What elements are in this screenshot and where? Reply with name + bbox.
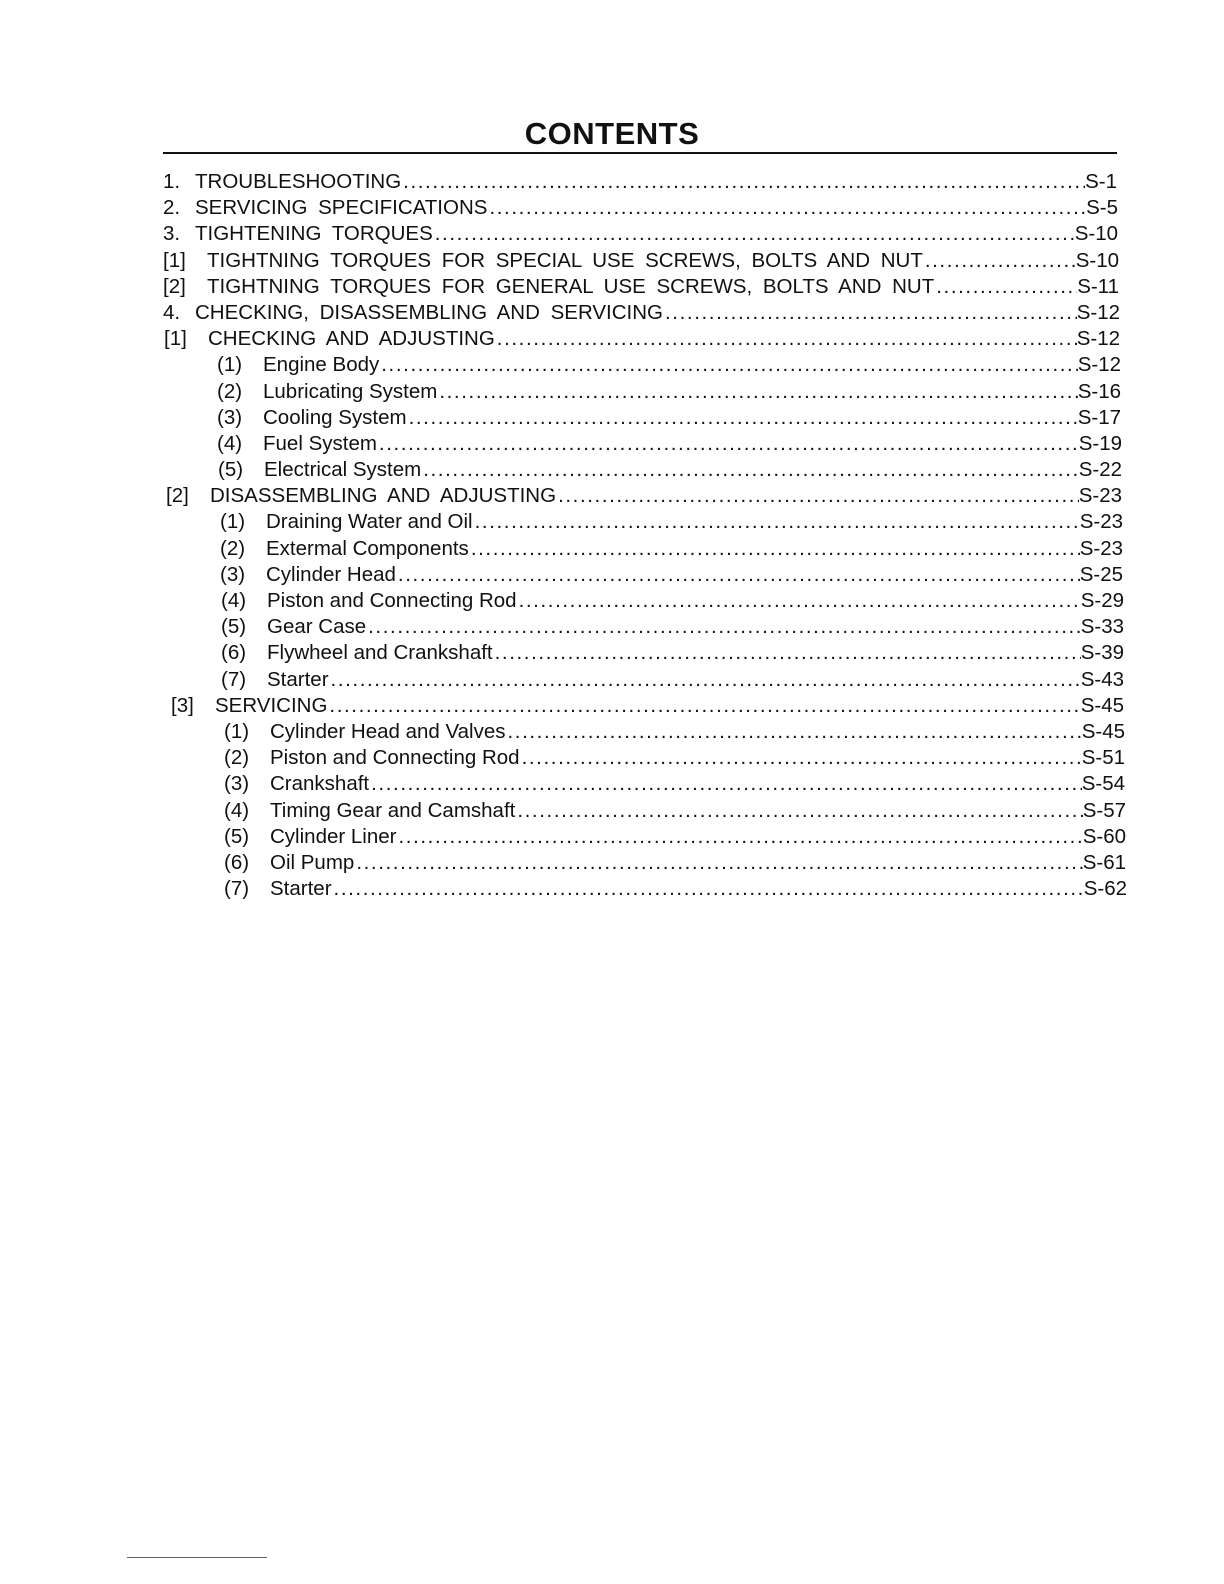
toc-entry-label: TIGHTENING TORQUES [195, 222, 433, 246]
toc-entry-page: S-45 [1081, 719, 1125, 743]
toc-entry-label: Cooling System [263, 405, 407, 429]
toc-entry-label: Engine Body [263, 353, 380, 377]
toc-entry[interactable] [0, 614, 1224, 640]
toc-entry-page: S-12 [1076, 327, 1120, 351]
toc-entry-label: TIGHTNING TORQUES FOR SPECIAL USE SCREWS, BOLTS AND NUT [207, 248, 923, 272]
toc-entry-page: S-62 [1083, 877, 1127, 901]
toc-entry-number: (3) [217, 405, 243, 429]
toc-entry-number: (4) [217, 431, 243, 455]
toc-dot-leader [396, 824, 1082, 850]
toc-dot-leader [401, 169, 1085, 195]
toc-entry-label: Flywheel and Crankshaft [267, 641, 493, 665]
toc-entry[interactable] [0, 771, 1224, 797]
toc-entry-label: CHECKING, DISASSEMBLING AND SERVICING [195, 300, 664, 324]
toc-entry-page: S-33 [1080, 615, 1124, 639]
toc-entry-label: SERVICING SPECIFICATIONS [195, 196, 488, 220]
toc-dot-leader [506, 719, 1082, 745]
toc-dot-leader [379, 352, 1077, 378]
toc-dot-leader [493, 640, 1081, 666]
toc-dot-leader [487, 195, 1086, 221]
toc-entry-label: TROUBLESHOOTING [195, 170, 402, 193]
page-title: CONTENTS [524, 116, 700, 151]
toc-entry-number: (1) [217, 353, 243, 377]
toc-entry-number: [1] [164, 327, 187, 351]
toc-entry-number: (5) [218, 458, 244, 482]
toc-dot-leader [396, 562, 1080, 588]
toc-entry-number: (2) [224, 746, 250, 770]
toc-entry-page: S-43 [1080, 667, 1124, 691]
toc-entry[interactable] [0, 352, 1224, 378]
toc-entry-page: S-54 [1081, 772, 1125, 796]
toc-entry-label: Starter [267, 667, 329, 691]
toc-entry-label: Fuel System [263, 431, 377, 455]
toc-entry-label: Cylinder Head [266, 562, 396, 586]
toc-entry[interactable] [0, 431, 1224, 457]
toc-entry-page: S-22 [1078, 458, 1122, 482]
toc-entry-number: (1) [220, 510, 246, 534]
toc-dot-leader [421, 457, 1078, 483]
toc-entry-page: S-16 [1077, 379, 1121, 403]
toc-entry-label: CHECKING AND ADJUSTING [208, 327, 495, 351]
toc-entry-page: S-5 [1086, 196, 1118, 220]
toc-entry-label: Timing Gear and Camshaft [270, 798, 516, 822]
toc-entry-number: 4. [163, 300, 181, 324]
toc-entry-number: (5) [224, 824, 250, 848]
toc-entry-page: S-39 [1080, 641, 1124, 665]
toc-dot-leader [327, 693, 1080, 719]
toc-entry-number: (6) [224, 850, 250, 874]
toc-entry[interactable] [0, 850, 1224, 876]
toc-entry[interactable] [0, 248, 1224, 274]
toc-entry[interactable] [0, 876, 1224, 902]
toc-entry-number: (2) [220, 536, 246, 560]
toc-entry[interactable] [0, 169, 1224, 195]
toc-entry-label: Crankshaft [270, 772, 370, 796]
toc-entry-page: S-23 [1078, 484, 1122, 508]
toc-entry[interactable] [0, 693, 1224, 719]
toc-entry-number: 3. [163, 222, 181, 246]
toc-entry-page: S-12 [1076, 300, 1120, 324]
toc-dot-leader [369, 771, 1082, 797]
toc-dot-leader [923, 248, 1076, 274]
table-of-contents [0, 169, 1224, 902]
toc-entry[interactable] [0, 667, 1224, 693]
toc-entry-page: S-57 [1082, 798, 1126, 822]
toc-dot-leader [366, 614, 1081, 640]
toc-entry[interactable] [0, 509, 1224, 535]
toc-entry[interactable] [0, 719, 1224, 745]
toc-entry[interactable] [0, 588, 1224, 614]
toc-entry-label: Piston and Connecting Rod [267, 589, 517, 612]
toc-dot-leader [354, 850, 1082, 876]
toc-entry-number: (3) [220, 562, 246, 586]
toc-dot-leader [332, 876, 1084, 902]
toc-entry-page: S-23 [1079, 510, 1123, 534]
toc-entry-label: DISASSEMBLING AND ADJUSTING [210, 484, 557, 508]
toc-entry-page: S-19 [1078, 431, 1122, 455]
toc-entry-page: S-25 [1079, 562, 1123, 586]
toc-entry-number: (2) [217, 379, 243, 403]
toc-dot-leader [663, 300, 1077, 326]
toc-entry-label: Gear Case [267, 615, 367, 639]
toc-entry-number: (4) [224, 798, 250, 822]
toc-entry-number: (7) [224, 877, 250, 901]
toc-entry-number: [1] [163, 248, 186, 272]
toc-entry[interactable] [0, 483, 1224, 509]
toc-entry-label: Cylinder Head and Valves [270, 719, 506, 743]
toc-entry[interactable] [0, 221, 1224, 247]
footer-rule [127, 1557, 267, 1558]
toc-entry[interactable] [0, 536, 1224, 562]
toc-entry-label: Cylinder Liner [270, 824, 397, 848]
toc-entry-label: Lubricating System [263, 379, 438, 403]
toc-entry-label: Draining Water and Oil [266, 510, 473, 534]
toc-entry-page: S-45 [1080, 693, 1124, 717]
toc-dot-leader [520, 745, 1082, 771]
toc-entry[interactable] [0, 562, 1224, 588]
toc-entry-number: [2] [163, 274, 186, 298]
toc-entry-number: (1) [224, 719, 250, 743]
toc-entry[interactable] [0, 379, 1224, 405]
toc-entry-number: (4) [221, 589, 247, 612]
toc-entry[interactable] [0, 195, 1224, 221]
toc-entry-page: S-51 [1081, 746, 1125, 770]
toc-entry-label: Starter [270, 877, 332, 901]
toc-entry-page: S-10 [1075, 248, 1119, 272]
toc-entry-label: SERVICING [215, 693, 328, 717]
toc-entry[interactable] [0, 824, 1224, 850]
toc-dot-leader [556, 483, 1079, 509]
toc-entry-number: [3] [171, 693, 194, 717]
toc-entry[interactable] [0, 300, 1224, 326]
toc-entry-number: (5) [221, 615, 247, 639]
toc-dot-leader [517, 588, 1081, 614]
toc-entry-page: S-29 [1080, 589, 1124, 612]
title-underline [163, 152, 1117, 154]
toc-entry-label: TIGHTNING TORQUES FOR GENERAL USE SCREWS, BOLTS AND NUT [207, 274, 935, 298]
toc-entry-label: Piston and Connecting Rod [270, 746, 520, 770]
toc-entry-page: S-60 [1082, 824, 1126, 848]
toc-entry[interactable] [0, 745, 1224, 771]
toc-entry-page: S-61 [1082, 850, 1126, 874]
toc-dot-leader [329, 667, 1081, 693]
toc-entry-number: (6) [221, 641, 247, 665]
toc-dot-leader [437, 379, 1077, 405]
toc-dot-leader [515, 798, 1082, 824]
toc-entry-number: (3) [224, 772, 250, 796]
toc-entry-page: S-12 [1077, 353, 1121, 377]
toc-entry-number: (7) [221, 667, 247, 691]
toc-dot-leader [495, 326, 1077, 352]
toc-entry[interactable] [0, 405, 1224, 431]
toc-entry[interactable] [0, 640, 1224, 666]
toc-dot-leader [407, 405, 1078, 431]
toc-entry-page: S-1 [1085, 170, 1117, 193]
toc-entry[interactable] [0, 274, 1224, 300]
toc-dot-leader [473, 509, 1080, 535]
toc-entry[interactable] [0, 457, 1224, 483]
toc-entry-label: Electrical System [264, 458, 422, 482]
toc-entry-label: Oil Pump [270, 850, 355, 874]
toc-entry-page: S-11 [1077, 274, 1119, 298]
toc-entry[interactable] [0, 326, 1224, 352]
toc-dot-leader [433, 221, 1075, 247]
toc-entry-label: Extermal Components [266, 536, 469, 560]
toc-entry-number: 2. [163, 196, 181, 220]
toc-dot-leader [934, 274, 1077, 300]
toc-entry-page: S-23 [1079, 536, 1123, 560]
toc-entry[interactable] [0, 798, 1224, 824]
toc-entry-page: S-10 [1074, 222, 1118, 246]
toc-dot-leader [377, 431, 1079, 457]
toc-entry-number: [2] [166, 484, 189, 508]
toc-entry-number: 1. [163, 170, 181, 193]
toc-dot-leader [469, 536, 1080, 562]
toc-entry-page: S-17 [1077, 405, 1121, 429]
